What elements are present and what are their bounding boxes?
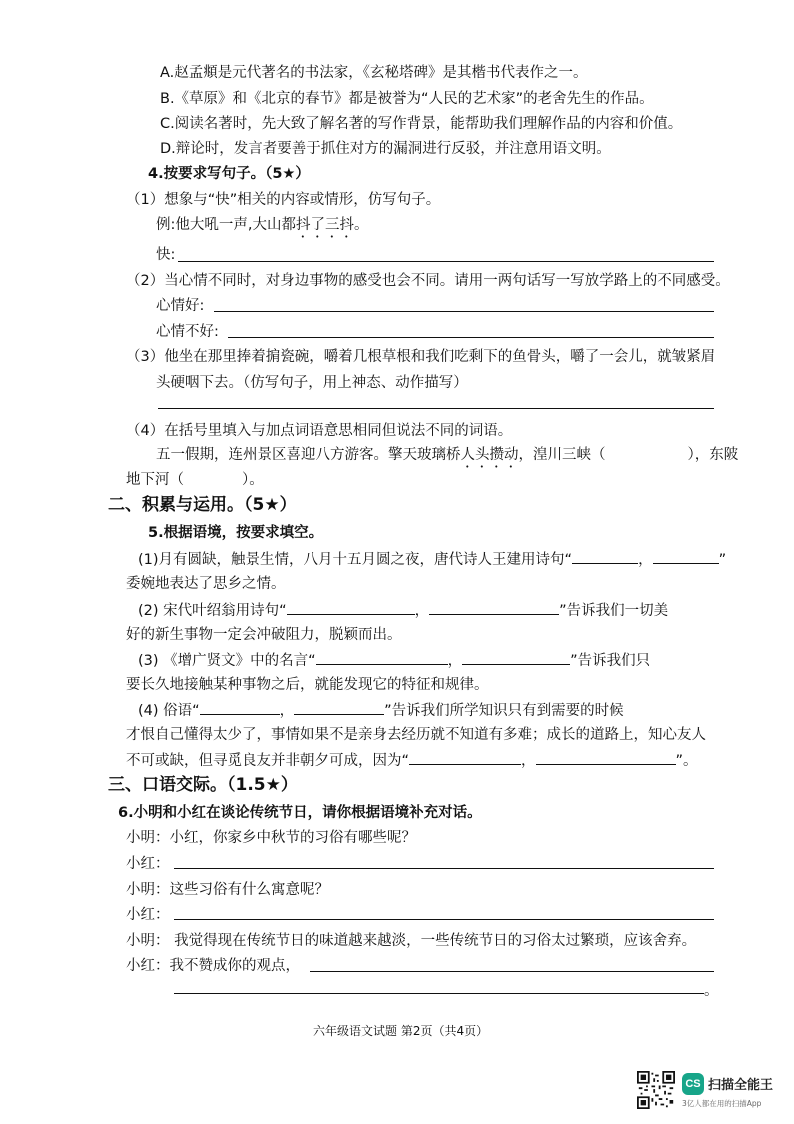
q4-p4-line1: 五一假期，连州景区喜迎八方游客。擎天玻璃桥人头攒动，湟川三峡（ ），东陂 [156, 447, 739, 463]
dialogue-line-6: 小红：我不赞成你的观点， [126, 958, 300, 974]
q5-title: 5.根据语境，按要求填空。 [148, 525, 324, 541]
q4-p4-intro: （4）在括号里填入与加点词语意思相同但说法不同的词语。 [126, 423, 513, 439]
q4-p4-line2: 地下河（ ）。 [126, 472, 264, 488]
blank[interactable] [653, 549, 719, 564]
scanner-tagline: 3亿人都在用的扫描App [682, 1099, 762, 1108]
dialogue-line-5: 小明： 我觉得现在传统节日的味道越来越淡，一些传统节日的习俗太过繁琐，应该舍弃。 [126, 933, 697, 949]
blank[interactable] [294, 700, 384, 715]
answer-line[interactable] [174, 919, 714, 920]
q6-title: 6.小明和小红在谈论传统节日，请你根据语境补充对话。 [118, 805, 482, 821]
dialogue-line-2: 小红： [126, 856, 170, 872]
q4-p1-fill-label: 快: [156, 247, 176, 263]
q5-line9: 不可或缺，但寻觅良友并非朝夕可成，因为“ ， ”。 [126, 750, 698, 771]
q5-line8: 才恨自己懂得太少了，事情如果不是亲身去经历就不知道有多难；成长的道路上，知心友人 [126, 727, 706, 743]
qr-code-icon [637, 1071, 675, 1109]
q4-title: 4.按要求写句子。（5★） [148, 166, 310, 182]
answer-line[interactable] [214, 311, 714, 312]
page-footer: 六年级语文试题 第2页（共4页） [313, 1024, 489, 1038]
section2-title: 二、积累与运用。（5★） [108, 495, 297, 515]
answer-line[interactable] [178, 261, 714, 262]
blank[interactable] [572, 549, 638, 564]
q4-p2-intro: （2）当心情不同时，对身边事物的感受也会不同。请用一两句话写一写放学路上的不同感受。 [126, 273, 730, 289]
blank[interactable] [200, 700, 280, 715]
blank[interactable] [462, 650, 570, 665]
q4-p2-bad-label: 心情不好: [156, 324, 219, 340]
blank[interactable] [287, 600, 415, 615]
q4-p1-example: 例:他大吼一声,大山都抖了三抖。 [156, 217, 369, 233]
q5-line3: (2) 宋代叶绍翁用诗句“ ， ”告诉我们一切美 [138, 600, 668, 621]
q3-option-a: A.赵孟頫是元代著名的书法家，《玄秘塔碑》是其楷书代表作之一。 [160, 65, 588, 81]
q5-line1: (1)月有圆缺，触景生情，八月十五月圆之夜，唐代诗人王建用诗句“ ， ” [138, 549, 726, 570]
q4-p3-line1: （3）他坐在那里捧着掮瓷碗，嚼着几根草根和我们吃剩下的鱼骨头，嚼了一会儿，就皱紧眉 [126, 349, 716, 365]
blank[interactable] [316, 650, 448, 665]
answer-line[interactable] [174, 868, 714, 869]
q4-p1-intro: （1）想象与“快”相关的内容或情形，仿写句子。 [126, 192, 441, 208]
dialogue-line-1: 小明：小红，你家乡中秋节的习俗有哪些呢？ [126, 830, 416, 846]
answer-line[interactable] [310, 971, 714, 972]
section3-title: 三、口语交际。（1.5★） [108, 775, 298, 795]
answer-line[interactable] [174, 993, 704, 994]
answer-line[interactable] [228, 337, 714, 338]
q5-line5: (3) 《增广贤文》中的名言“ ， ”告诉我们只 [138, 650, 650, 671]
q4-p3-line2: 头硬咽下去。（仿写句子，用上神态、动作描写） [156, 375, 468, 391]
dialogue-end-mark: 。 [704, 983, 719, 999]
blank[interactable] [536, 750, 676, 765]
dialogue-line-4: 小红： [126, 907, 170, 923]
blank[interactable] [409, 750, 521, 765]
q5-line6: 要长久地接触某种事物之后，就能发现它的特征和规律。 [126, 677, 489, 693]
q3-option-d: D.辩论时，发言者要善于抓住对方的漏洞进行反驳，并注意用语文明。 [160, 141, 611, 157]
answer-line[interactable] [158, 408, 714, 409]
q5-line4: 好的新生事物一定会冲破阻力，脱颖而出。 [126, 627, 402, 643]
blank[interactable] [429, 600, 559, 615]
scanner-brand: 扫描全能王 [708, 1078, 774, 1093]
q5-line7: (4) 俗语“ ， ”告诉我们所学知识只有到需要的时候 [138, 700, 624, 721]
dialogue-line-3: 小明：这些习俗有什么寓意呢？ [126, 882, 329, 898]
q3-option-b: B.《草原》和《北京的春节》都是被誉为“人民的艺术家”的老舍先生的作品。 [160, 91, 654, 107]
camscanner-logo: CS [682, 1073, 704, 1095]
q3-option-c: C.阅读名著时，先大致了解名著的写作背景，能帮助我们理解作品的内容和价值。 [160, 116, 683, 132]
q4-p2-good-label: 心情好: [156, 298, 205, 314]
q5-line2: 委婉地表达了思乡之情。 [126, 576, 286, 592]
